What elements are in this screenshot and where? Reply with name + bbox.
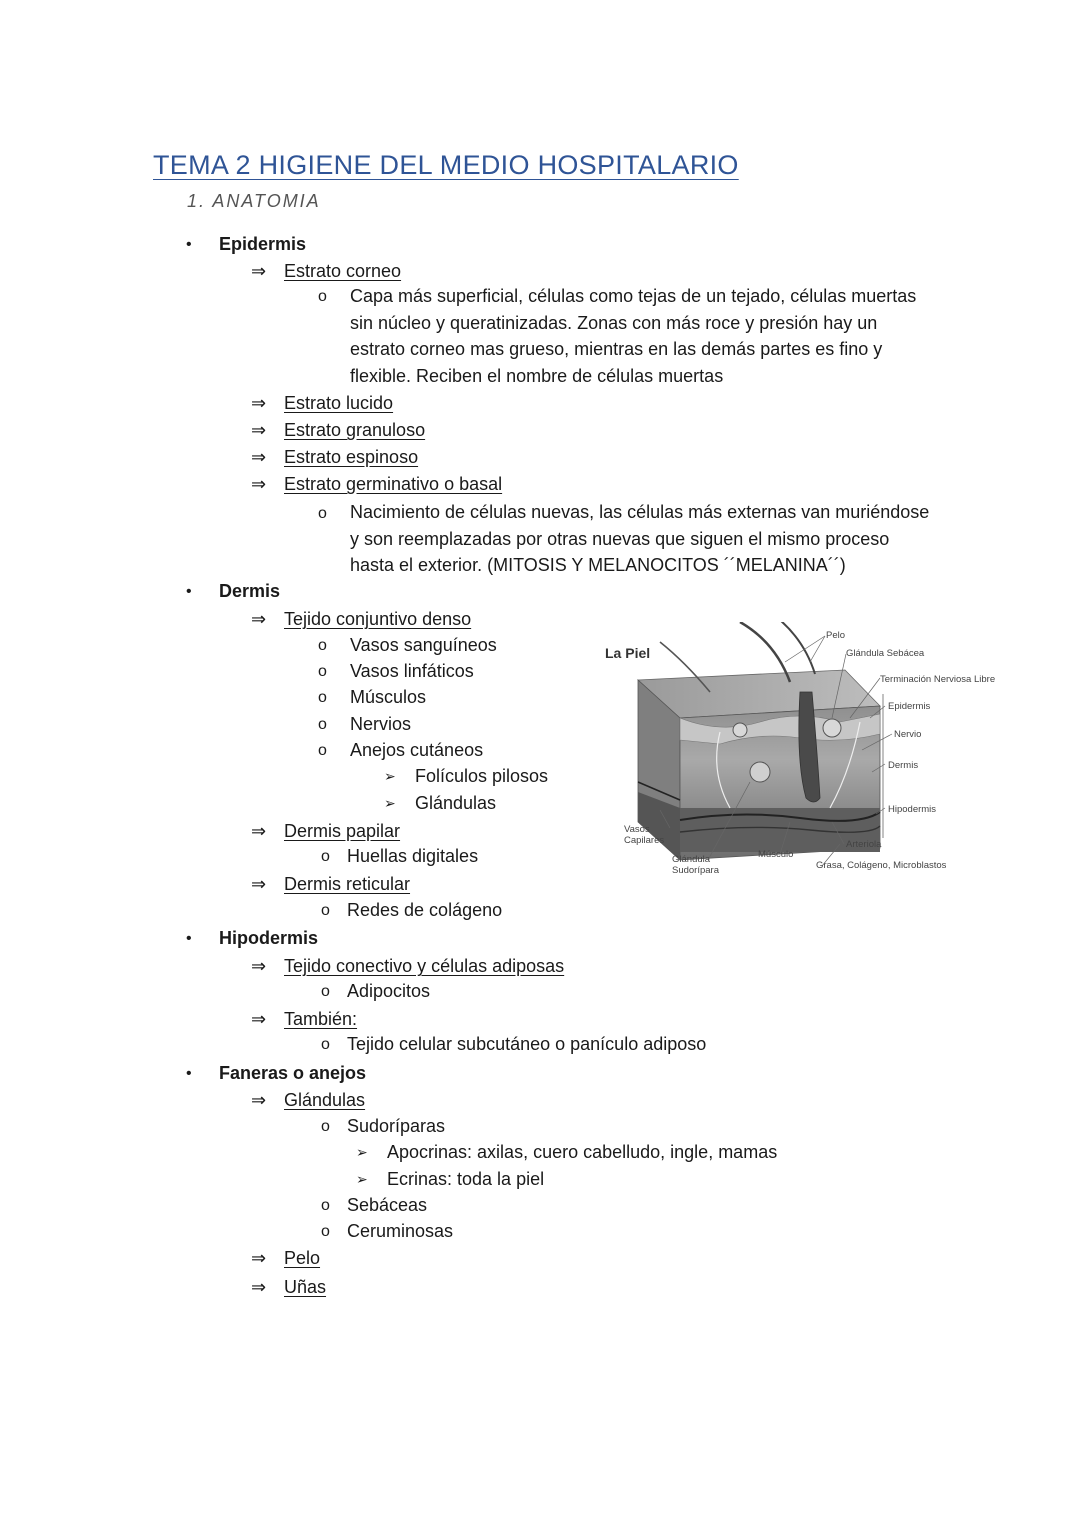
circle-bullet: o bbox=[321, 983, 330, 1000]
dermis-item: Vasos linfáticos bbox=[350, 661, 474, 681]
item-estrato-lucido: Estrato lucido bbox=[284, 393, 394, 413]
arrow-icon: ⇒ bbox=[251, 821, 267, 841]
circle-bullet: o bbox=[321, 1223, 330, 1240]
glandula-item: Sudoríparas bbox=[347, 1116, 446, 1136]
label-arteriola: Arteriola bbox=[846, 839, 882, 850]
label-vasos: Vasos bbox=[624, 824, 650, 835]
item-dermis-reticular: Dermis reticular bbox=[284, 874, 411, 894]
item-tejido-conjuntivo: Tejido conjuntivo denso bbox=[284, 609, 472, 629]
page-title: TEMA 2 HIGIENE DEL MEDIO HOSPITALARIO bbox=[153, 150, 739, 180]
item-unas: Uñas bbox=[284, 1277, 327, 1297]
circle-bullet: o bbox=[318, 742, 327, 759]
item-pelo: Pelo bbox=[284, 1248, 321, 1268]
label-nervio: Nervio bbox=[894, 729, 922, 740]
label-epidermis: Epidermis bbox=[888, 701, 931, 712]
sudoripara-item: Ecrinas: toda la piel bbox=[387, 1169, 545, 1189]
circle-bullet: o bbox=[321, 1118, 330, 1135]
label-terminacion: Terminación Nerviosa Libre bbox=[880, 674, 996, 685]
arrow-icon: ⇒ bbox=[251, 447, 267, 467]
bullet: • bbox=[186, 583, 192, 600]
label-grasa: Grasa, Colágeno, Microblastos bbox=[816, 860, 947, 871]
dermis-item: Vasos sanguíneos bbox=[350, 635, 497, 655]
label-dermis: Dermis bbox=[888, 760, 919, 771]
arrow-icon: ⇒ bbox=[251, 874, 267, 894]
circle-bullet: o bbox=[318, 663, 327, 680]
heading-dermis: Dermis bbox=[219, 581, 281, 601]
circle-bullet: o bbox=[321, 902, 330, 919]
item-tambien: También: bbox=[284, 1009, 358, 1029]
heading-hipodermis: Hipodermis bbox=[219, 928, 319, 948]
dermis-item: Anejos cutáneos bbox=[350, 740, 484, 760]
item-glandulas: Glándulas bbox=[284, 1090, 366, 1110]
arrow-icon: ⇒ bbox=[251, 1090, 267, 1110]
heading-epidermis: Epidermis bbox=[219, 234, 307, 254]
circle-bullet: o bbox=[318, 689, 327, 706]
skin-diagram bbox=[600, 622, 1020, 884]
corneo-description: Capa más superficial, células como tejas de un tejado, células muertas sin núcleo y queratinizadas. Zonas con más roce y presión hay un estrato corneo mas grueso, mientras en las demás partes es fino y flexible. Reciben el nombre de células muertas bbox=[350, 286, 917, 386]
hipodermis-item: Tejido celular subcutáneo o panículo adiposo bbox=[347, 1034, 707, 1054]
item-estrato-germinativo: Estrato germinativo o basal bbox=[284, 474, 503, 494]
item-tejido-conectivo: Tejido conectivo y células adiposas bbox=[284, 956, 565, 976]
label-glandula-sebacea: Glándula Sebácea bbox=[846, 648, 925, 659]
item-dermis-papilar: Dermis papilar bbox=[284, 821, 401, 841]
sudoripara-item: Apocrinas: axilas, cuero cabelludo, ingle, mamas bbox=[387, 1142, 778, 1162]
papilar-item: Huellas digitales bbox=[347, 846, 479, 866]
dermis-item: Nervios bbox=[350, 714, 412, 734]
circle-bullet: o bbox=[318, 505, 327, 522]
circle-bullet: o bbox=[321, 1036, 330, 1053]
circle-bullet: o bbox=[318, 288, 327, 305]
arrow-icon: ⇒ bbox=[251, 261, 267, 281]
circle-bullet: o bbox=[318, 637, 327, 654]
anejo-item: Glándulas bbox=[415, 793, 497, 813]
label-capilares: Capilares bbox=[624, 835, 665, 846]
circle-bullet: o bbox=[321, 848, 330, 865]
anejo-item: Folículos pilosos bbox=[415, 766, 549, 786]
circle-bullet: o bbox=[318, 716, 327, 733]
arrow-icon: ⇒ bbox=[251, 474, 267, 494]
arrow-icon: ⇒ bbox=[251, 1248, 267, 1268]
label-sudoripara: Sudorípara bbox=[672, 865, 720, 876]
glandula-item: Sebáceas bbox=[347, 1195, 428, 1215]
glandula-item: Ceruminosas bbox=[347, 1221, 454, 1241]
triangle-bullet: ➢ bbox=[384, 795, 396, 811]
label-glandula: Glándula bbox=[672, 854, 711, 865]
arrow-icon: ⇒ bbox=[251, 609, 267, 629]
section-subtitle: 1. ANATOMIA bbox=[187, 191, 321, 211]
bullet: • bbox=[186, 1065, 192, 1082]
arrow-icon: ⇒ bbox=[251, 956, 267, 976]
reticular-item: Redes de colágeno bbox=[347, 900, 503, 920]
triangle-bullet: ➢ bbox=[384, 768, 396, 784]
label-hipodermis: Hipodermis bbox=[888, 804, 937, 815]
dermis-item: Músculos bbox=[350, 687, 427, 707]
item-estrato-espinoso: Estrato espinoso bbox=[284, 447, 419, 467]
bullet: • bbox=[186, 236, 192, 253]
triangle-bullet: ➢ bbox=[356, 1171, 368, 1187]
item-estrato-granuloso: Estrato granuloso bbox=[284, 420, 426, 440]
hipodermis-item: Adipocitos bbox=[347, 981, 431, 1001]
diagram-title: La Piel bbox=[605, 645, 651, 661]
circle-bullet: o bbox=[321, 1197, 330, 1214]
item-estrato-corneo: Estrato corneo bbox=[284, 261, 402, 281]
arrow-icon: ⇒ bbox=[251, 1277, 267, 1297]
arrow-icon: ⇒ bbox=[251, 1009, 267, 1029]
germinativo-description: Nacimiento de células nuevas, las células más externas van muriéndose y son reemplazadas por otras nuevas que siguen el mismo proceso hasta el exterior. (MITOSIS Y MELANOCITOS ´´MELANINA´´) bbox=[350, 502, 930, 575]
label-pelo: Pelo bbox=[826, 630, 846, 641]
heading-faneras: Faneras o anejos bbox=[219, 1063, 367, 1083]
triangle-bullet: ➢ bbox=[356, 1144, 368, 1160]
label-musculo: Músculo bbox=[758, 849, 794, 860]
arrow-icon: ⇒ bbox=[251, 393, 267, 413]
arrow-icon: ⇒ bbox=[251, 420, 267, 440]
bullet: • bbox=[186, 930, 192, 947]
